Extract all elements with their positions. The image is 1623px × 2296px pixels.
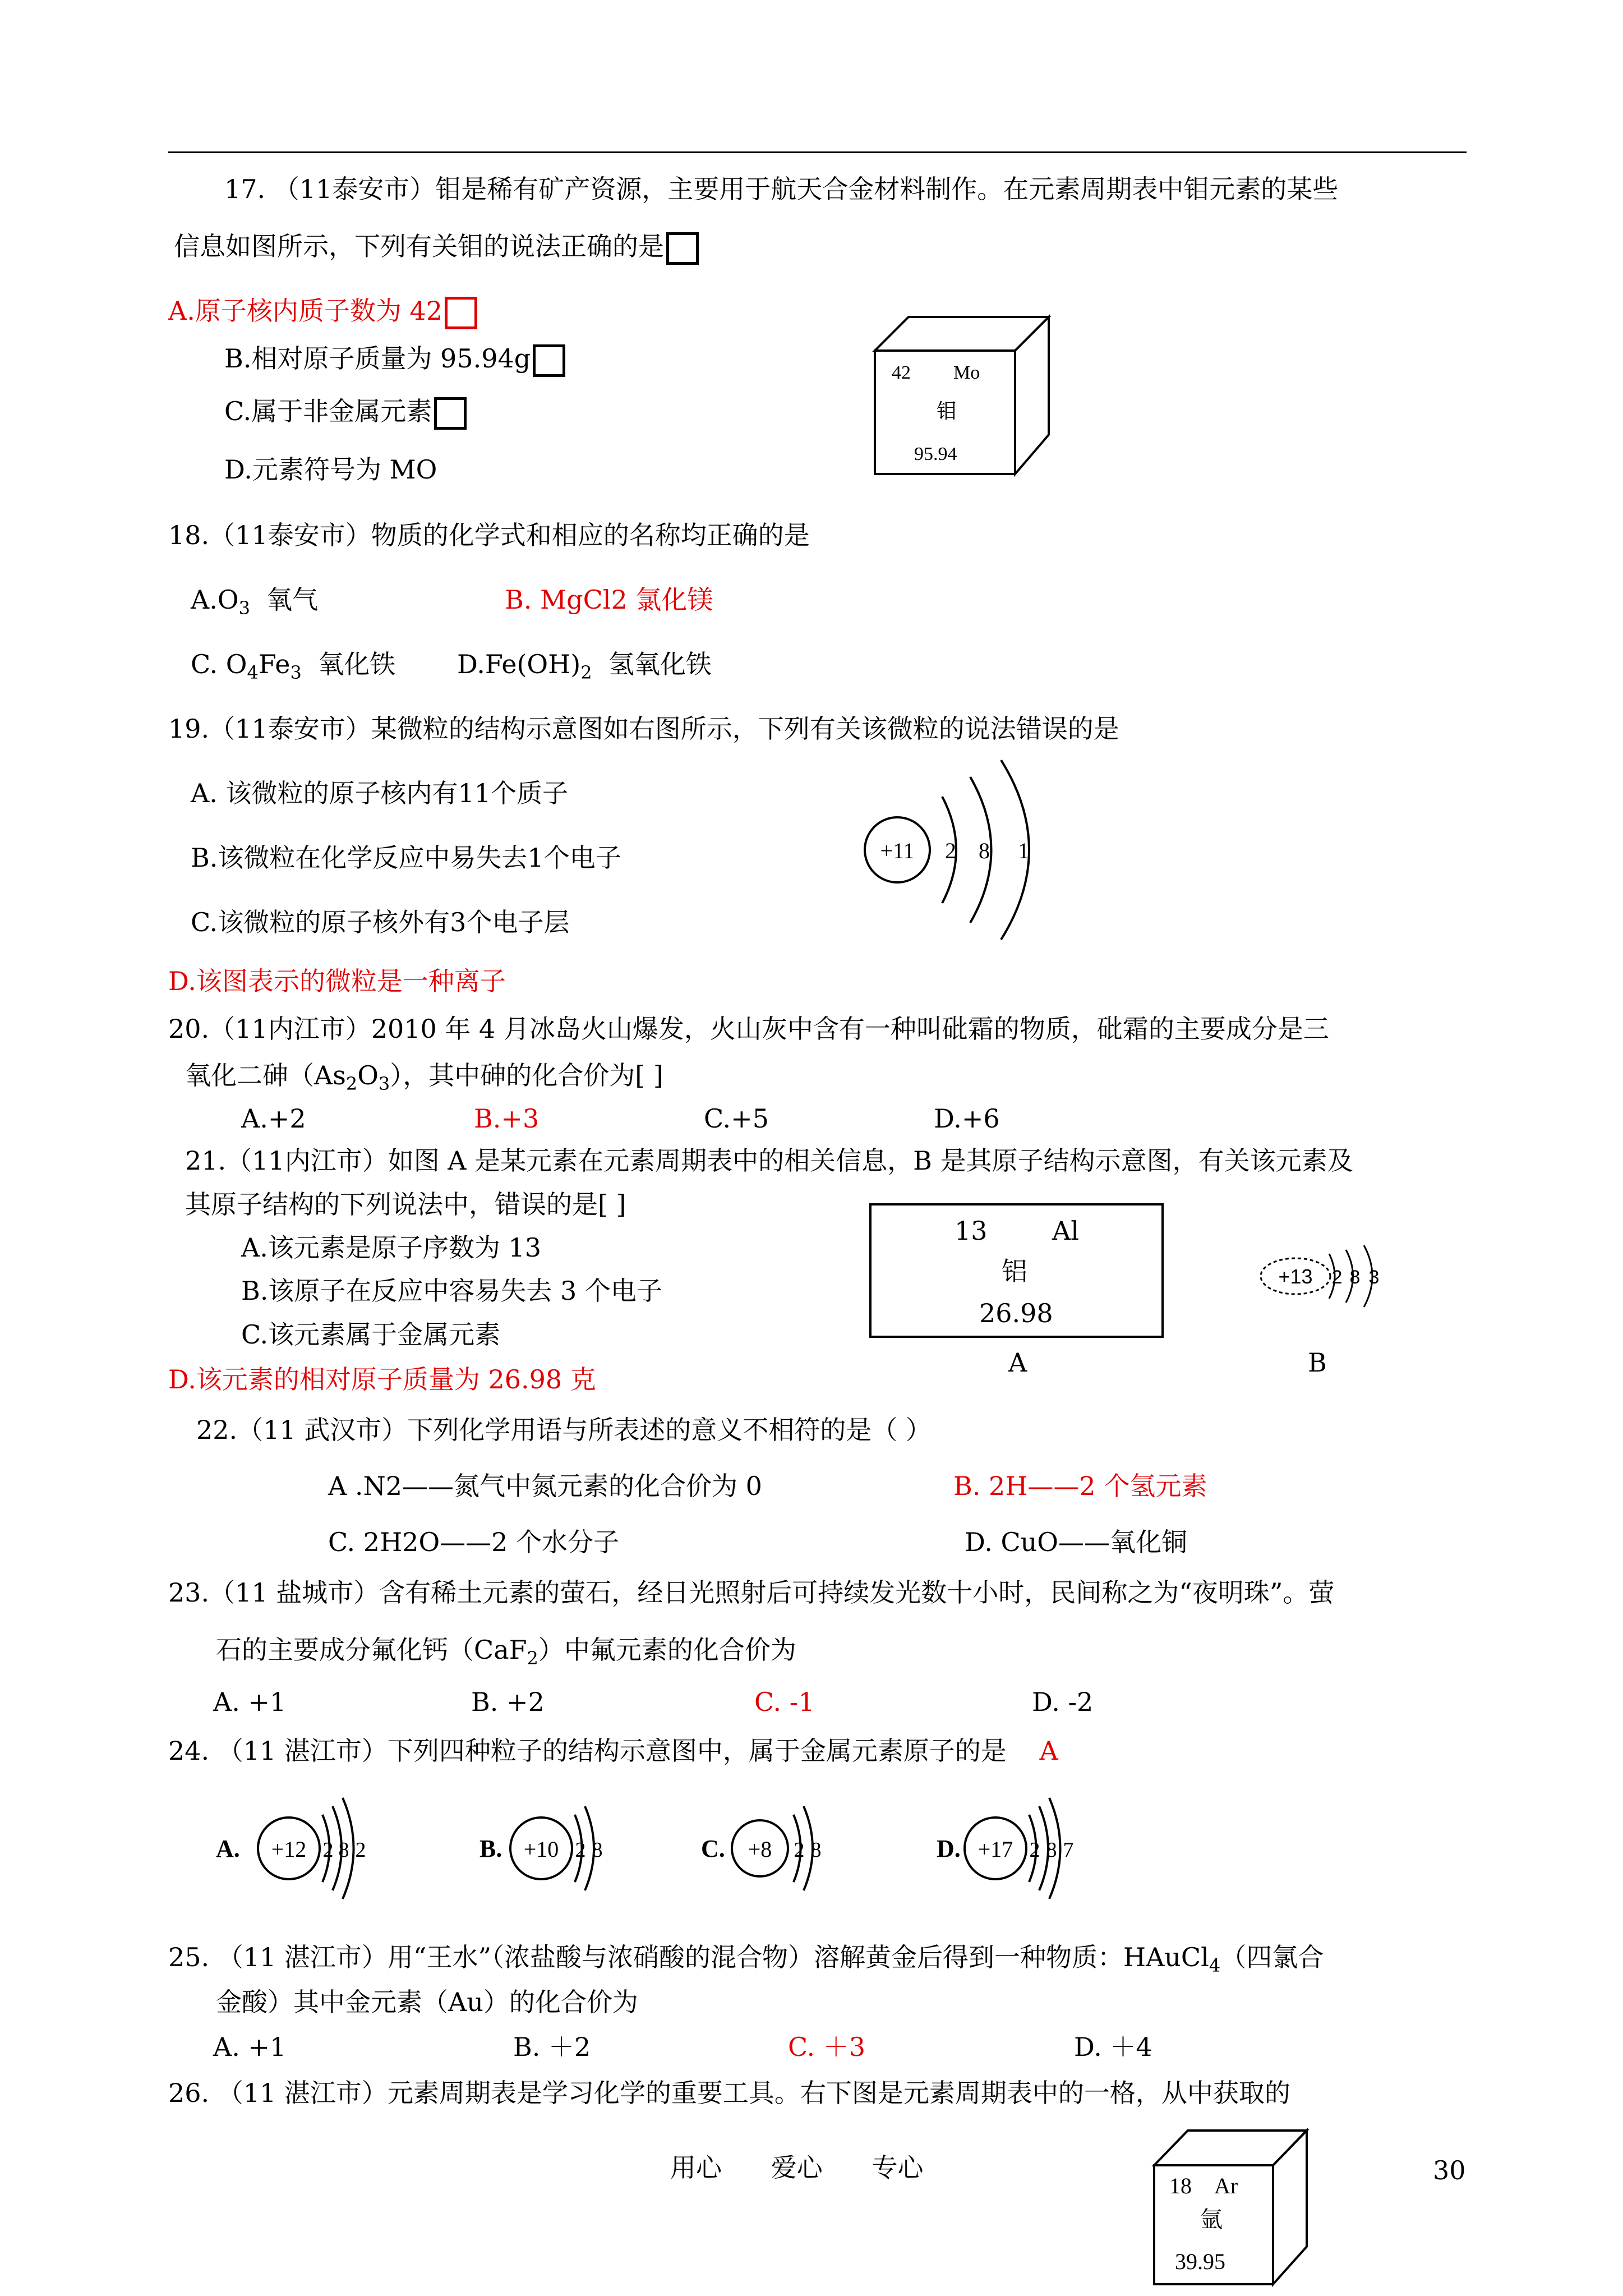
cell-name: 氩: [1200, 2207, 1223, 2233]
q20-option-b: B.+3: [474, 1103, 540, 1134]
shell-count-1: 2: [1331, 1267, 1343, 1288]
q26-line1: 26. （11 湛江市）元素周期表是学习化学的重要工具。右下图是元素周期表中的一格，从中获取的: [168, 2078, 1290, 2108]
cell-symbol: Ar: [1214, 2173, 1238, 2198]
q17-option-a: A.原子核内质子数为 42: [168, 295, 477, 329]
shell-count-2: 8: [979, 838, 990, 863]
svg-text:D.: D.: [937, 1835, 961, 1862]
q18-stem: 18.（11泰安市）物质的化学式和相应的名称均正确的是: [168, 520, 810, 550]
molybdenum-element-cell: [869, 311, 1054, 480]
q19-stem: 19.（11泰安市）某微粒的结构示意图如右图所示，下列有关该微粒的说法错误的是: [168, 714, 1119, 744]
q20-option-d: D.+6: [934, 1103, 1000, 1134]
q19-option-a: A. 该微粒的原子核内有11个质子: [191, 778, 568, 808]
cell-mass: 39.95: [1175, 2249, 1225, 2274]
svg-text:A.: A.: [216, 1835, 240, 1862]
answer-box: [445, 297, 477, 329]
q23-option-a: A. +1: [213, 1687, 287, 1717]
q23-option-d: D. -2: [1032, 1687, 1094, 1717]
cell-mass: 95.94: [914, 444, 957, 464]
atom-diagram-d: [937, 1798, 1074, 1899]
cell-atomic-number: 42: [892, 362, 911, 383]
q24-answer: A: [1039, 1736, 1058, 1766]
q21-option-c: C.该元素属于金属元素: [241, 1319, 501, 1350]
nucleus-charge: +13: [1278, 1265, 1313, 1288]
q23-option-b: B. +2: [471, 1687, 545, 1717]
q25-option-b: B. ＋2: [513, 2032, 591, 2062]
argon-element-cell: [1150, 2126, 1312, 2289]
header-rule: [168, 151, 1467, 153]
shell-count-3: 3: [1368, 1267, 1380, 1288]
q21-line1: 21.（11内江市）如图 A 是某元素在元素周期表中的相关信息，B 是其原子结构示意图，有关该元素及: [185, 1145, 1353, 1176]
atom-diagram-c: [701, 1806, 822, 1890]
cell-name: 铝: [1002, 1256, 1027, 1286]
svg-text:+17: +17: [978, 1837, 1013, 1862]
cell-symbol: Al: [1052, 1216, 1079, 1246]
q19-option-b: B.该微粒在化学反应中易失去1个电子: [191, 843, 621, 873]
q18-option-b: B. MgCl2 氯化镁: [505, 585, 713, 615]
answer-box: [434, 397, 467, 430]
shell-count-3: 1: [1018, 838, 1029, 863]
aluminum-atom-diagram: [1256, 1240, 1402, 1313]
q24-atom-diagrams: [216, 1784, 1394, 1907]
svg-text:+10: +10: [523, 1837, 559, 1862]
svg-text:8: 8: [1046, 1838, 1057, 1862]
svg-text:2: 2: [575, 1838, 586, 1862]
q22-stem: 22.（11 武汉市）下列化学用语与所表述的意义不相符的是（ ）: [196, 1415, 932, 1445]
cell-mass: 26.98: [979, 1298, 1053, 1328]
atom-diagram-b: [479, 1806, 603, 1890]
q20-option-c: C.+5: [704, 1103, 769, 1134]
sodium-atom-diagram: [858, 752, 1071, 942]
q18-option-d: $D.Fe(OH)_2$ 氢氧化铁: [457, 649, 712, 683]
q23-line1: 23.（11 盐城市）含有稀土元素的萤石，经日光照射后可持续发光数十小时，民间称之为“夜明珠”。萤: [168, 1577, 1335, 1608]
svg-text:2: 2: [355, 1838, 366, 1862]
q24-stem: 24. （11 湛江市）下列四种粒子的结构示意图中，属于金属元素原子的是 A: [168, 1736, 1058, 1766]
q17-line1: 17. （11泰安市）钼是稀有矿产资源，主要用于航天合金材料制作。在元素周期表中钼元素的某些: [224, 174, 1339, 204]
q21-option-d: D.该元素的相对原子质量为 26.98 克: [168, 1364, 596, 1395]
q17-option-b: B.相对原子质量为 95.94g: [224, 342, 565, 377]
q20-option-a: A.+2: [241, 1103, 306, 1134]
q20-line2: 氧化二砷$(As_2O_3)$，其中砷的化合价为[ ]: [185, 1060, 663, 1094]
q25-option-a: A. +1: [213, 2032, 287, 2062]
q19-option-d: D.该图表示的微粒是一种离子: [168, 966, 506, 996]
aluminum-element-cell: [869, 1203, 1164, 1338]
svg-text:+12: +12: [271, 1837, 307, 1862]
q22-option-c: C. 2H2O——2 个水分子: [328, 1527, 620, 1557]
q21-line2: 其原子结构的下列说法中，错误的是[ ]: [185, 1189, 626, 1220]
cell-name: 钼: [937, 400, 957, 423]
q17-line2: 信息如图所示，下列有关钼的说法正确的是: [174, 230, 699, 265]
shell-count-1: 2: [945, 838, 956, 863]
svg-text:8: 8: [338, 1838, 349, 1862]
svg-text:B.: B.: [479, 1835, 502, 1862]
atom-diagram-a: [216, 1798, 366, 1899]
svg-text:2: 2: [322, 1838, 334, 1862]
q19-option-c: C.该微粒的原子核外有3个电子层: [191, 907, 570, 937]
q18-option-a: $A.O_3$ 氧气: [191, 585, 319, 619]
svg-text:2: 2: [1029, 1838, 1040, 1862]
page-number: 30: [1433, 2155, 1466, 2185]
q18-option-c: C. $O_4Fe_3$ 氧化铁: [191, 649, 396, 683]
svg-text:2: 2: [794, 1838, 805, 1862]
q20-line1: 20.（11内江市）2010 年 4 月冰岛火山爆发，火山灰中含有一种叫砒霜的物质，砒霜的主要成分是三: [168, 1014, 1329, 1044]
cell-atomic-number: 13: [955, 1216, 988, 1246]
svg-text:7: 7: [1063, 1838, 1074, 1862]
figure-label-a: A: [1008, 1347, 1027, 1378]
q23-option-c: C. -1: [754, 1687, 815, 1717]
svg-text:+8: +8: [748, 1837, 772, 1862]
q17-option-c: C.属于非金属元素: [224, 395, 467, 430]
nucleus-charge: +11: [880, 838, 915, 863]
answer-box: [533, 344, 565, 377]
q22-option-b: B. 2H——2 个氢元素: [953, 1471, 1207, 1501]
q25-option-d: D. ＋4: [1074, 2032, 1152, 2062]
cell-atomic-number: 18: [1169, 2173, 1192, 2198]
svg-text:8: 8: [810, 1838, 822, 1862]
q25-line1: 25. （11 湛江市）用“王水”（浓盐酸与浓硝酸的混合物）溶解黄金后得到一种物质：HAuCl$_4$（四氯合: [168, 1942, 1324, 1976]
q17-option-d: D.元素符号为 MO: [224, 454, 437, 485]
q25-line2: 金酸）其中金元素（Au）的化合价为: [216, 1987, 638, 2017]
q22-option-d: D. CuO——氧化铜: [965, 1527, 1188, 1557]
svg-text:C.: C.: [701, 1835, 725, 1862]
q23-line2: 石的主要成分氟化钙（CaF$_2$）中氟元素的化合价为: [216, 1635, 796, 1669]
q21-option-b: B.该原子在反应中容易失去 3 个电子: [241, 1276, 662, 1306]
q22-option-a: A .N2——氮气中氮元素的化合价为 0: [328, 1471, 762, 1501]
cell-symbol: Mo: [953, 362, 980, 383]
svg-text:8: 8: [592, 1838, 603, 1862]
answer-box: [666, 232, 699, 265]
footer-motto: 用心 爱心 专心: [670, 2152, 924, 2183]
q25-option-c: C. ＋3: [788, 2032, 866, 2062]
shell-count-2: 8: [1349, 1267, 1361, 1288]
figure-label-b: B: [1308, 1347, 1327, 1378]
q21-option-a: A.该元素是原子序数为 13: [241, 1232, 541, 1263]
